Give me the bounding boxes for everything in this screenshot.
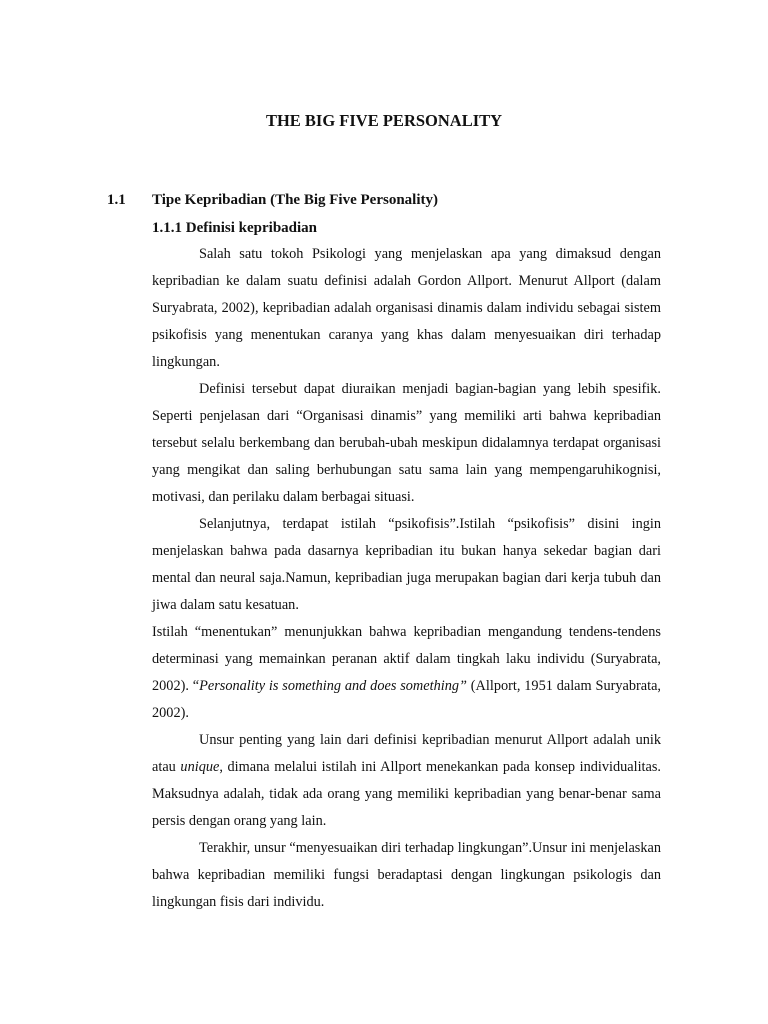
section-title: Tipe Kepribadian (The Big Five Personality) bbox=[152, 192, 438, 208]
paragraph-psikofisis: Selanjutnya, terdapat istilah “psikofisis”.Istilah “psikofisis” disini ingin menjelaskan bahwa pada dasarnya kepribadian itu bukan hanya sekedar bagian dari mental dan neural saja.Namun, kepribadian juga merupakan bagian dari kerja tubuh dan jiwa dalam satu kesatuan. bbox=[152, 516, 661, 613]
section-number: 1.1 bbox=[107, 192, 126, 208]
paragraph-organisasi-dinamis: Definisi tersebut dapat diuraikan menjadi bagian-bagian yang lebih spesifik. Seperti penjelasan dari “Organisasi dinamis” yang memiliki arti bahwa kepribadian tersebut selalu berkembang dan berubah-ubah meskipun didalamnya terdapat organisasi yang mengikat dan saling berhubungan satu sama lain yang mempengaruhikognisi, motivasi, dan perilaku dalam berbagai situasi. bbox=[152, 381, 661, 505]
document-title: THE BIG FIVE PERSONALITY bbox=[265, 111, 503, 130]
paragraph-unique-text-b: , dimana melalui istilah ini Allport menekankan pada konsep individualitas. Maksudnya adalah, tidak ada orang yang memiliki kepribadian yang benar-benar sama persis dengan orang yang lain. bbox=[152, 759, 662, 829]
paragraph-unique bbox=[152, 727, 661, 835]
unique-term: unique bbox=[180, 759, 220, 775]
paragraph-unique-text-a: Unsur penting yang lain dari definisi kepribadian menurut Allport adalah unik atau bbox=[152, 732, 661, 775]
subsection-title: 1.1.1 Definisi kepribadian bbox=[152, 220, 318, 236]
paragraph-menentukan-text-b: (Allport, 1951 dalam Suryabrata, 2002). bbox=[152, 678, 661, 721]
paragraph-definition-allport: Salah satu tokoh Psikologi yang menjelaskan apa yang dimaksud dengan kepribadian ke dalam suatu definisi adalah Gordon Allport. Menurut Allport (dalam Suryabrata, 2002), kepribadian adalah organisasi dinamis dalam individu sebagai sistem psikofisis yang menentukan caranya yang khas dalam menyesuaikan diri terhadap lingkungan. bbox=[152, 246, 661, 370]
paragraph-menentukan bbox=[152, 619, 661, 727]
paragraph-menentukan-text-a: Istilah “menentukan” menunjukkan bahwa kepribadian mengandung tendens-tendens determinasi yang memainkan peranan aktif dalam tingkah laku individu (Suryabrata, 2002). “ bbox=[152, 624, 661, 694]
paragraph-menyesuaikan-diri: Terakhir, unsur “menyesuaikan diri terhadap lingkungan”.Unsur ini menjelaskan bahwa kepribadian memiliki fungsi beradaptasi dengan lingkungan psikologis dan lingkungan fisis dari individu. bbox=[152, 840, 661, 910]
document-body bbox=[152, 241, 661, 916]
personality-quote: Personality is something and does something” bbox=[199, 678, 467, 694]
